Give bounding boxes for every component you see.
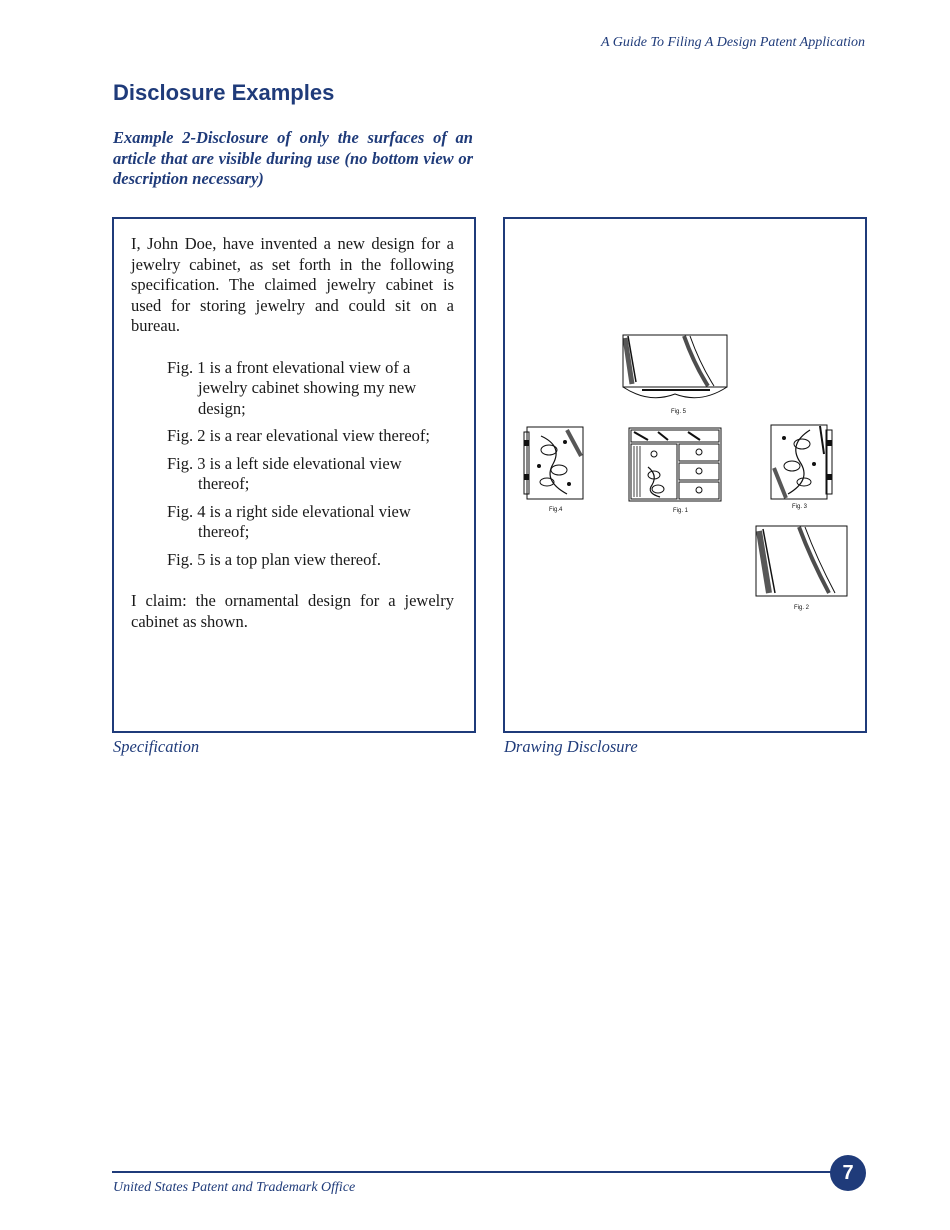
- figure-5-drawing: [622, 334, 728, 404]
- figure-3-drawing: [770, 424, 834, 502]
- drawing-caption: Drawing Disclosure: [504, 737, 638, 756]
- running-header: A Guide To Filing A Design Patent Application: [600, 35, 865, 50]
- figure-description: Fig. 2 is a rear elevational view thereof;: [167, 426, 430, 445]
- figure-description: Fig. 3 is a left side elevational view thereof;: [167, 453, 402, 493]
- figure-description-list: [131, 358, 454, 571]
- figure-4-drawing: [523, 426, 585, 502]
- figure-2-label: Fig. 2: [794, 605, 810, 611]
- page-number: 7: [830, 1155, 866, 1191]
- figure-2-drawing: [755, 525, 849, 599]
- figure-4-label: Fig.4: [549, 507, 563, 513]
- figure-description: Fig. 5 is a top plan view thereof.: [167, 549, 382, 569]
- figure-description: Fig. 1 is a front elevational view of a jewelry cabinet showing my new design;: [167, 357, 417, 418]
- specification-box: [112, 217, 476, 733]
- drawing-box: [503, 217, 867, 733]
- specification-caption: Specification: [113, 737, 200, 756]
- section-title: Disclosure Examples: [113, 80, 335, 105]
- figure-5-label: Fig. 5: [671, 409, 687, 415]
- footer-office: United States Patent and Trademark Office: [113, 1180, 356, 1195]
- figure-description: Fig. 4 is a right side elevational view thereof;: [167, 501, 411, 541]
- specification-text: [131, 234, 454, 632]
- claim-text: I claim: the ornamental design for a jewelry cabinet as shown.: [131, 591, 454, 631]
- figure-1-drawing: [628, 427, 722, 503]
- figure-1-label: Fig. 1: [673, 508, 689, 514]
- footer-divider: [112, 1171, 842, 1173]
- specification-intro: I, John Doe, have invented a new design for a jewelry cabinet, as set forth in the following specification. The claimed jewelry cabinet is used for storing jewelry and could sit on a bureau.: [131, 234, 454, 335]
- figure-3-label: Fig. 3: [792, 504, 808, 510]
- example-heading: Example 2-Disclosure of only the surfaces of an article that are visible during use (no bottom view or description necessary): [113, 128, 473, 188]
